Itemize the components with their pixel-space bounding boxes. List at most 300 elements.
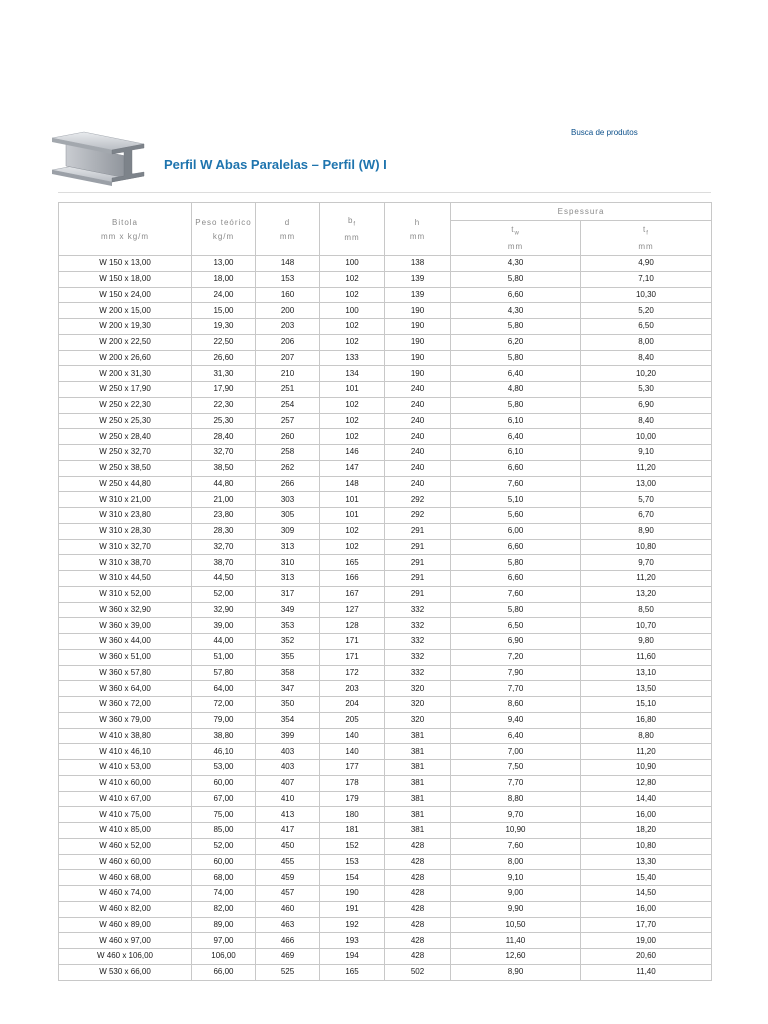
h-cell: 381 [385, 760, 451, 776]
tw-cell: 5,10 [451, 492, 581, 508]
bitola-cell: W 200 x 26,60 [59, 350, 192, 366]
tw-cell: 8,00 [451, 854, 581, 870]
d-cell: 403 [256, 744, 320, 760]
tf-cell: 5,70 [581, 492, 712, 508]
tf-cell: 6,50 [581, 319, 712, 335]
table-row [59, 964, 712, 980]
tw-cell: 9,00 [451, 886, 581, 902]
d-cell: 460 [256, 901, 320, 917]
bitola-cell: W 460 x 106,00 [59, 949, 192, 965]
profile-table [58, 202, 712, 981]
h-cell: 502 [385, 964, 451, 980]
d-cell: 352 [256, 634, 320, 650]
tf-cell: 11,60 [581, 649, 712, 665]
tw-cell: 5,80 [451, 397, 581, 413]
tw-cell: 6,00 [451, 523, 581, 539]
table-body [59, 256, 712, 981]
d-cell: 207 [256, 350, 320, 366]
table-row [59, 933, 712, 949]
peso-cell: 38,80 [192, 728, 256, 744]
bf-cell: 192 [320, 917, 385, 933]
peso-cell: 22,30 [192, 397, 256, 413]
page-title: Perfil W Abas Paralelas – Perfil (W) I [164, 157, 387, 172]
bf-cell: 165 [320, 555, 385, 571]
table-row [59, 492, 712, 508]
tw-cell: 7,70 [451, 775, 581, 791]
table-row [59, 350, 712, 366]
bf-cell: 180 [320, 807, 385, 823]
bf-cell: 205 [320, 712, 385, 728]
peso-cell: 38,70 [192, 555, 256, 571]
d-cell: 459 [256, 870, 320, 886]
peso-cell: 18,00 [192, 271, 256, 287]
bitola-cell: W 460 x 74,00 [59, 886, 192, 902]
d-cell: 463 [256, 917, 320, 933]
peso-cell: 52,00 [192, 838, 256, 854]
col-header-d: d mm [256, 203, 320, 256]
bf-cell: 102 [320, 429, 385, 445]
bitola-cell: W 360 x 32,90 [59, 602, 192, 618]
bitola-cell: W 250 x 44,80 [59, 476, 192, 492]
h-cell: 332 [385, 649, 451, 665]
h-cell: 190 [385, 366, 451, 382]
bitola-cell: W 150 x 24,00 [59, 287, 192, 303]
bf-cell: 100 [320, 256, 385, 272]
tf-cell: 10,70 [581, 618, 712, 634]
d-cell: 260 [256, 429, 320, 445]
h-cell: 240 [385, 397, 451, 413]
bitola-cell: W 250 x 28,40 [59, 429, 192, 445]
tf-cell: 6,90 [581, 397, 712, 413]
bf-cell: 172 [320, 665, 385, 681]
h-cell: 428 [385, 949, 451, 965]
peso-cell: 97,00 [192, 933, 256, 949]
h-cell: 428 [385, 886, 451, 902]
d-cell: 148 [256, 256, 320, 272]
peso-cell: 57,80 [192, 665, 256, 681]
d-cell: 257 [256, 413, 320, 429]
tf-cell: 6,70 [581, 508, 712, 524]
bf-cell: 140 [320, 744, 385, 760]
h-cell: 240 [385, 382, 451, 398]
tf-cell: 13,10 [581, 665, 712, 681]
tw-cell: 6,40 [451, 429, 581, 445]
d-cell: 417 [256, 823, 320, 839]
tf-cell: 7,10 [581, 271, 712, 287]
h-cell: 240 [385, 429, 451, 445]
h-cell: 240 [385, 460, 451, 476]
h-cell: 190 [385, 350, 451, 366]
d-cell: 355 [256, 649, 320, 665]
tf-cell: 8,40 [581, 350, 712, 366]
tw-cell: 7,70 [451, 681, 581, 697]
h-cell: 291 [385, 523, 451, 539]
peso-cell: 17,90 [192, 382, 256, 398]
tf-cell: 11,20 [581, 460, 712, 476]
h-cell: 428 [385, 933, 451, 949]
bf-cell: 100 [320, 303, 385, 319]
tf-cell: 10,20 [581, 366, 712, 382]
bf-cell: 204 [320, 697, 385, 713]
peso-cell: 52,00 [192, 586, 256, 602]
bf-cell: 133 [320, 350, 385, 366]
peso-cell: 32,70 [192, 539, 256, 555]
tf-cell: 17,70 [581, 917, 712, 933]
tf-cell: 12,80 [581, 775, 712, 791]
table-row [59, 618, 712, 634]
tw-cell: 6,40 [451, 366, 581, 382]
tw-cell: 8,90 [451, 964, 581, 980]
bf-cell: 102 [320, 413, 385, 429]
peso-cell: 15,00 [192, 303, 256, 319]
bf-cell: 127 [320, 602, 385, 618]
peso-cell: 72,00 [192, 697, 256, 713]
bitola-cell: W 410 x 67,00 [59, 791, 192, 807]
tw-cell: 10,50 [451, 917, 581, 933]
tf-cell: 10,80 [581, 539, 712, 555]
table-row [59, 854, 712, 870]
bitola-cell: W 360 x 51,00 [59, 649, 192, 665]
tw-cell: 6,50 [451, 618, 581, 634]
title-divider [58, 192, 711, 193]
tf-cell: 20,60 [581, 949, 712, 965]
bitola-cell: W 410 x 85,00 [59, 823, 192, 839]
h-cell: 291 [385, 555, 451, 571]
d-cell: 206 [256, 334, 320, 350]
tf-cell: 9,10 [581, 445, 712, 461]
col-header-tf: $t_f$ mm [581, 221, 712, 256]
bitola-cell: W 460 x 68,00 [59, 870, 192, 886]
h-cell: 320 [385, 681, 451, 697]
bf-cell: 171 [320, 634, 385, 650]
table-row [59, 838, 712, 854]
tw-cell: 5,80 [451, 271, 581, 287]
bitola-cell: W 410 x 75,00 [59, 807, 192, 823]
h-cell: 381 [385, 807, 451, 823]
tf-cell: 8,50 [581, 602, 712, 618]
peso-cell: 26,60 [192, 350, 256, 366]
h-cell: 292 [385, 508, 451, 524]
table-row [59, 445, 712, 461]
table-row [59, 917, 712, 933]
d-cell: 403 [256, 760, 320, 776]
tw-cell: 9,40 [451, 712, 581, 728]
bitola-cell: W 250 x 25,30 [59, 413, 192, 429]
bf-cell: 152 [320, 838, 385, 854]
tf-cell: 11,20 [581, 571, 712, 587]
tw-cell: 8,80 [451, 791, 581, 807]
d-cell: 203 [256, 319, 320, 335]
table-row [59, 649, 712, 665]
d-cell: 525 [256, 964, 320, 980]
h-cell: 240 [385, 445, 451, 461]
bf-cell: 154 [320, 870, 385, 886]
table-row [59, 886, 712, 902]
peso-cell: 79,00 [192, 712, 256, 728]
bitola-cell: W 530 x 66,00 [59, 964, 192, 980]
tw-cell: 9,10 [451, 870, 581, 886]
bitola-cell: W 250 x 17,90 [59, 382, 192, 398]
tf-cell: 16,00 [581, 901, 712, 917]
h-cell: 190 [385, 303, 451, 319]
table-row [59, 791, 712, 807]
tw-cell: 6,10 [451, 413, 581, 429]
tf-cell: 10,80 [581, 838, 712, 854]
tf-cell: 18,20 [581, 823, 712, 839]
bf-cell: 146 [320, 445, 385, 461]
tw-cell: 12,60 [451, 949, 581, 965]
h-cell: 190 [385, 319, 451, 335]
tf-cell: 9,70 [581, 555, 712, 571]
tw-cell: 7,00 [451, 744, 581, 760]
tw-cell: 5,60 [451, 508, 581, 524]
bitola-cell: W 410 x 46,10 [59, 744, 192, 760]
bf-cell: 128 [320, 618, 385, 634]
table-row [59, 366, 712, 382]
search-products-link[interactable]: Busca de produtos [571, 128, 638, 137]
tw-cell: 5,80 [451, 319, 581, 335]
peso-cell: 66,00 [192, 964, 256, 980]
bf-cell: 194 [320, 949, 385, 965]
h-cell: 292 [385, 492, 451, 508]
table-row [59, 949, 712, 965]
tw-cell: 4,80 [451, 382, 581, 398]
table-row [59, 539, 712, 555]
tf-cell: 11,20 [581, 744, 712, 760]
table-row [59, 287, 712, 303]
bitola-cell: W 250 x 32,70 [59, 445, 192, 461]
table-row [59, 634, 712, 650]
tf-cell: 13,20 [581, 586, 712, 602]
bitola-cell: W 310 x 32,70 [59, 539, 192, 555]
table-row [59, 508, 712, 524]
d-cell: 251 [256, 382, 320, 398]
table-row [59, 602, 712, 618]
h-cell: 332 [385, 665, 451, 681]
d-cell: 469 [256, 949, 320, 965]
tf-cell: 15,10 [581, 697, 712, 713]
peso-cell: 53,00 [192, 760, 256, 776]
h-cell: 381 [385, 791, 451, 807]
table-row [59, 555, 712, 571]
tf-cell: 9,80 [581, 634, 712, 650]
peso-cell: 60,00 [192, 775, 256, 791]
d-cell: 313 [256, 539, 320, 555]
h-cell: 139 [385, 287, 451, 303]
bf-cell: 102 [320, 334, 385, 350]
h-cell: 428 [385, 870, 451, 886]
bf-cell: 102 [320, 319, 385, 335]
peso-cell: 13,00 [192, 256, 256, 272]
bitola-cell: W 310 x 21,00 [59, 492, 192, 508]
peso-cell: 75,00 [192, 807, 256, 823]
tw-cell: 6,60 [451, 539, 581, 555]
d-cell: 347 [256, 681, 320, 697]
bf-cell: 165 [320, 964, 385, 980]
peso-cell: 44,80 [192, 476, 256, 492]
tw-cell: 6,10 [451, 445, 581, 461]
bitola-cell: W 360 x 64,00 [59, 681, 192, 697]
h-cell: 332 [385, 618, 451, 634]
tf-cell: 10,90 [581, 760, 712, 776]
d-cell: 353 [256, 618, 320, 634]
tw-cell: 8,60 [451, 697, 581, 713]
d-cell: 266 [256, 476, 320, 492]
tf-cell: 10,00 [581, 429, 712, 445]
tw-cell: 4,30 [451, 256, 581, 272]
i-beam-image [52, 126, 152, 192]
d-cell: 254 [256, 397, 320, 413]
bf-cell: 102 [320, 539, 385, 555]
table-row [59, 476, 712, 492]
bitola-cell: W 460 x 89,00 [59, 917, 192, 933]
bitola-cell: W 310 x 23,80 [59, 508, 192, 524]
table-row [59, 586, 712, 602]
table-row [59, 728, 712, 744]
d-cell: 399 [256, 728, 320, 744]
bf-cell: 101 [320, 492, 385, 508]
bf-cell: 148 [320, 476, 385, 492]
tw-cell: 7,60 [451, 586, 581, 602]
tw-cell: 9,70 [451, 807, 581, 823]
peso-cell: 31,30 [192, 366, 256, 382]
peso-cell: 24,00 [192, 287, 256, 303]
table-row [59, 744, 712, 760]
bitola-cell: W 360 x 79,00 [59, 712, 192, 728]
col-header-tw: $t_w$ mm [451, 221, 581, 256]
table-row [59, 429, 712, 445]
h-cell: 381 [385, 744, 451, 760]
tf-cell: 5,30 [581, 382, 712, 398]
h-cell: 240 [385, 413, 451, 429]
tf-cell: 19,00 [581, 933, 712, 949]
bitola-cell: W 200 x 22,50 [59, 334, 192, 350]
bf-cell: 191 [320, 901, 385, 917]
table-row [59, 523, 712, 539]
tf-cell: 16,80 [581, 712, 712, 728]
tw-cell: 4,30 [451, 303, 581, 319]
tf-cell: 5,20 [581, 303, 712, 319]
d-cell: 349 [256, 602, 320, 618]
d-cell: 354 [256, 712, 320, 728]
table-row [59, 460, 712, 476]
tw-cell: 6,90 [451, 634, 581, 650]
d-cell: 413 [256, 807, 320, 823]
h-cell: 240 [385, 476, 451, 492]
bitola-cell: W 360 x 72,00 [59, 697, 192, 713]
bf-cell: 190 [320, 886, 385, 902]
peso-cell: 19,30 [192, 319, 256, 335]
bitola-cell: W 310 x 38,70 [59, 555, 192, 571]
peso-cell: 60,00 [192, 854, 256, 870]
tf-cell: 8,40 [581, 413, 712, 429]
bitola-cell: W 410 x 60,00 [59, 775, 192, 791]
d-cell: 313 [256, 571, 320, 587]
table-row [59, 397, 712, 413]
tf-cell: 11,40 [581, 964, 712, 980]
bitola-cell: W 410 x 38,80 [59, 728, 192, 744]
table-row [59, 760, 712, 776]
tf-cell: 13,50 [581, 681, 712, 697]
tw-cell: 7,20 [451, 649, 581, 665]
d-cell: 358 [256, 665, 320, 681]
bitola-cell: W 200 x 31,30 [59, 366, 192, 382]
d-cell: 309 [256, 523, 320, 539]
tw-cell: 5,80 [451, 602, 581, 618]
peso-cell: 67,00 [192, 791, 256, 807]
peso-cell: 85,00 [192, 823, 256, 839]
bf-cell: 102 [320, 523, 385, 539]
peso-cell: 32,90 [192, 602, 256, 618]
h-cell: 428 [385, 854, 451, 870]
bf-cell: 101 [320, 508, 385, 524]
table-row [59, 271, 712, 287]
tf-cell: 16,00 [581, 807, 712, 823]
table-row [59, 697, 712, 713]
bf-cell: 134 [320, 366, 385, 382]
tf-cell: 4,90 [581, 256, 712, 272]
tw-cell: 6,20 [451, 334, 581, 350]
peso-cell: 38,50 [192, 460, 256, 476]
peso-cell: 32,70 [192, 445, 256, 461]
tf-cell: 13,00 [581, 476, 712, 492]
bf-cell: 166 [320, 571, 385, 587]
tw-cell: 6,60 [451, 460, 581, 476]
h-cell: 428 [385, 838, 451, 854]
d-cell: 262 [256, 460, 320, 476]
bitola-cell: W 310 x 44,50 [59, 571, 192, 587]
bitola-cell: W 360 x 44,00 [59, 634, 192, 650]
bitola-cell: W 200 x 19,30 [59, 319, 192, 335]
tf-cell: 10,30 [581, 287, 712, 303]
d-cell: 350 [256, 697, 320, 713]
peso-cell: 28,40 [192, 429, 256, 445]
tf-cell: 13,30 [581, 854, 712, 870]
table-row [59, 334, 712, 350]
peso-cell: 74,00 [192, 886, 256, 902]
d-cell: 450 [256, 838, 320, 854]
bitola-cell: W 150 x 18,00 [59, 271, 192, 287]
h-cell: 381 [385, 728, 451, 744]
table-row [59, 571, 712, 587]
bf-cell: 203 [320, 681, 385, 697]
peso-cell: 25,30 [192, 413, 256, 429]
peso-cell: 39,00 [192, 618, 256, 634]
peso-cell: 28,30 [192, 523, 256, 539]
tw-cell: 9,90 [451, 901, 581, 917]
peso-cell: 21,00 [192, 492, 256, 508]
bf-cell: 102 [320, 287, 385, 303]
tw-cell: 7,60 [451, 476, 581, 492]
d-cell: 466 [256, 933, 320, 949]
tw-cell: 6,40 [451, 728, 581, 744]
h-cell: 190 [385, 334, 451, 350]
col-header-bitola: Bitola mm x kg/m [59, 203, 192, 256]
peso-cell: 68,00 [192, 870, 256, 886]
peso-cell: 46,10 [192, 744, 256, 760]
peso-cell: 51,00 [192, 649, 256, 665]
h-cell: 332 [385, 634, 451, 650]
d-cell: 455 [256, 854, 320, 870]
tw-cell: 5,80 [451, 350, 581, 366]
h-cell: 291 [385, 539, 451, 555]
bf-cell: 181 [320, 823, 385, 839]
table-row [59, 807, 712, 823]
d-cell: 457 [256, 886, 320, 902]
tf-cell: 8,00 [581, 334, 712, 350]
d-cell: 160 [256, 287, 320, 303]
h-cell: 291 [385, 586, 451, 602]
